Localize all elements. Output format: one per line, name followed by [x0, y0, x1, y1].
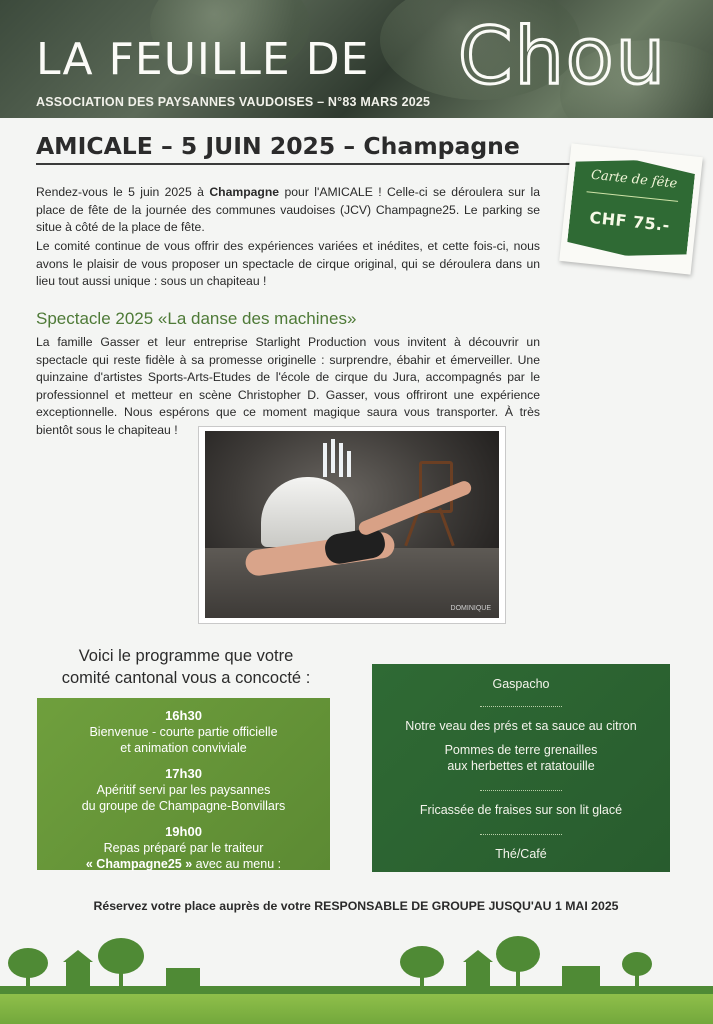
photo-acrobat-leg	[357, 479, 474, 537]
newsletter-title: LA FEUILLE DE	[36, 34, 370, 85]
paragraph-intro-bold: Champagne	[209, 185, 280, 199]
photo-credit: DOMINIQUE	[450, 605, 491, 612]
schedule-desc: et animation conviviale	[120, 741, 247, 755]
schedule-item	[37, 824, 330, 872]
photo-chair-leg	[438, 508, 454, 547]
menu-separator	[480, 706, 562, 707]
price-tag	[559, 143, 703, 274]
paragraph-intro	[36, 184, 540, 237]
price-tag-price: CHF 75.-	[588, 207, 671, 236]
heading-underline	[36, 163, 576, 165]
menu-drinks: Thé/Café	[495, 847, 547, 861]
schedule-desc: Bienvenue - courte partie officielle	[89, 725, 278, 739]
newsletter-header	[0, 0, 713, 118]
schedule-time: 16h30	[165, 708, 202, 723]
schedule-time: 17h30	[165, 766, 202, 781]
menu-side-line2: aux herbettes et ratatouille	[447, 759, 595, 773]
footer-ground	[0, 994, 713, 1024]
photo-candle	[331, 439, 335, 473]
programme-schedule	[37, 698, 330, 870]
programme-title	[36, 645, 336, 689]
menu-box	[372, 664, 670, 872]
barn-icon	[166, 968, 200, 986]
paragraph-show: La famille Gasser et leur entreprise Starlight Production vous invitent à découvrir un spectacle qui reste fidèle à sa promesse originelle : surprendre, ébahir et émerveiller. Une quinzaine d'artistes Sports-Arts-Etudes de l'école de cirque du Jura, accompagnés par le professionnel et metteur en scène Christopher D. Gasser, vous offriront une expérience exceptionnelle. Nous espérons que ce moment magique saura vous transporter. À très bientôt sous le chapiteau !	[36, 335, 540, 437]
paragraph-intro-text-rest: pour l'AMICALE ! Celle-ci se déroulera sur la place de fête de la journée des communes vaudoises (JCV) Champagne25. Le parking se situe à côté de la place de fête.	[36, 185, 540, 234]
programme-title-line1: Voici le programme que votre	[78, 647, 294, 665]
schedule-item	[37, 766, 330, 814]
schedule-desc	[37, 856, 330, 872]
programme-title-line2: comité cantonal vous a concocté :	[61, 669, 311, 687]
photo-candle	[339, 443, 343, 477]
schedule-desc: Apéritif servi par les paysannes	[96, 783, 271, 797]
farmhouse-icon	[66, 962, 90, 986]
schedule-desc: Repas préparé par le traiteur	[103, 841, 264, 855]
farmhouse-icon	[466, 962, 490, 986]
price-tag-label: Carte de fête	[590, 167, 678, 192]
photo-candle	[347, 451, 351, 477]
menu-main: Notre veau des prés et sa sauce au citron	[405, 719, 637, 733]
show-subheading: Spectacle 2025 «La danse des machines»	[36, 309, 357, 328]
acrobat-photo	[205, 431, 499, 618]
paragraph-committee: Le comité continue de vous offrir des expériences variées et inédites, et cette fois-ci, nous avons le plaisir de vous proposer un spectacle de cirque original, qui se déroulera dans un lieu tout aussi unique : sous un chapiteau !	[36, 239, 540, 288]
caterer-name: « Champagne25 »	[85, 857, 193, 871]
paragraph-intro-text: Rendez-vous le 5 juin 2025 à	[36, 185, 210, 199]
schedule-desc: du groupe de Champagne-Bonvillars	[81, 799, 286, 813]
article-heading: AMICALE – 5 JUIN 2025 – Champagne	[36, 132, 520, 160]
schedule-time: 19h00	[165, 824, 202, 839]
menu-separator	[480, 834, 562, 835]
barn-icon	[562, 966, 600, 986]
photo-candle	[323, 443, 327, 477]
footer-landscape	[0, 930, 713, 1024]
schedule-item	[37, 708, 330, 756]
menu-separator	[480, 790, 562, 791]
reservation-notice: Réservez votre place auprès de votre RESPONSABLE DE GROUPE JUSQU'AU 1 MAI 2025	[93, 899, 619, 913]
newsletter-subtitle: ASSOCIATION DES PAYSANNES VAUDOISES – N°83 MARS 2025	[36, 95, 431, 109]
menu-starter: Gaspacho	[492, 677, 550, 691]
newsletter-title-chou: Chou	[458, 12, 668, 102]
schedule-desc-rest: avec au menu :	[192, 857, 282, 871]
menu-dessert: Fricassée de fraises sur son lit glacé	[419, 803, 623, 817]
menu-side-line1: Pommes de terre grenailles	[444, 743, 598, 757]
